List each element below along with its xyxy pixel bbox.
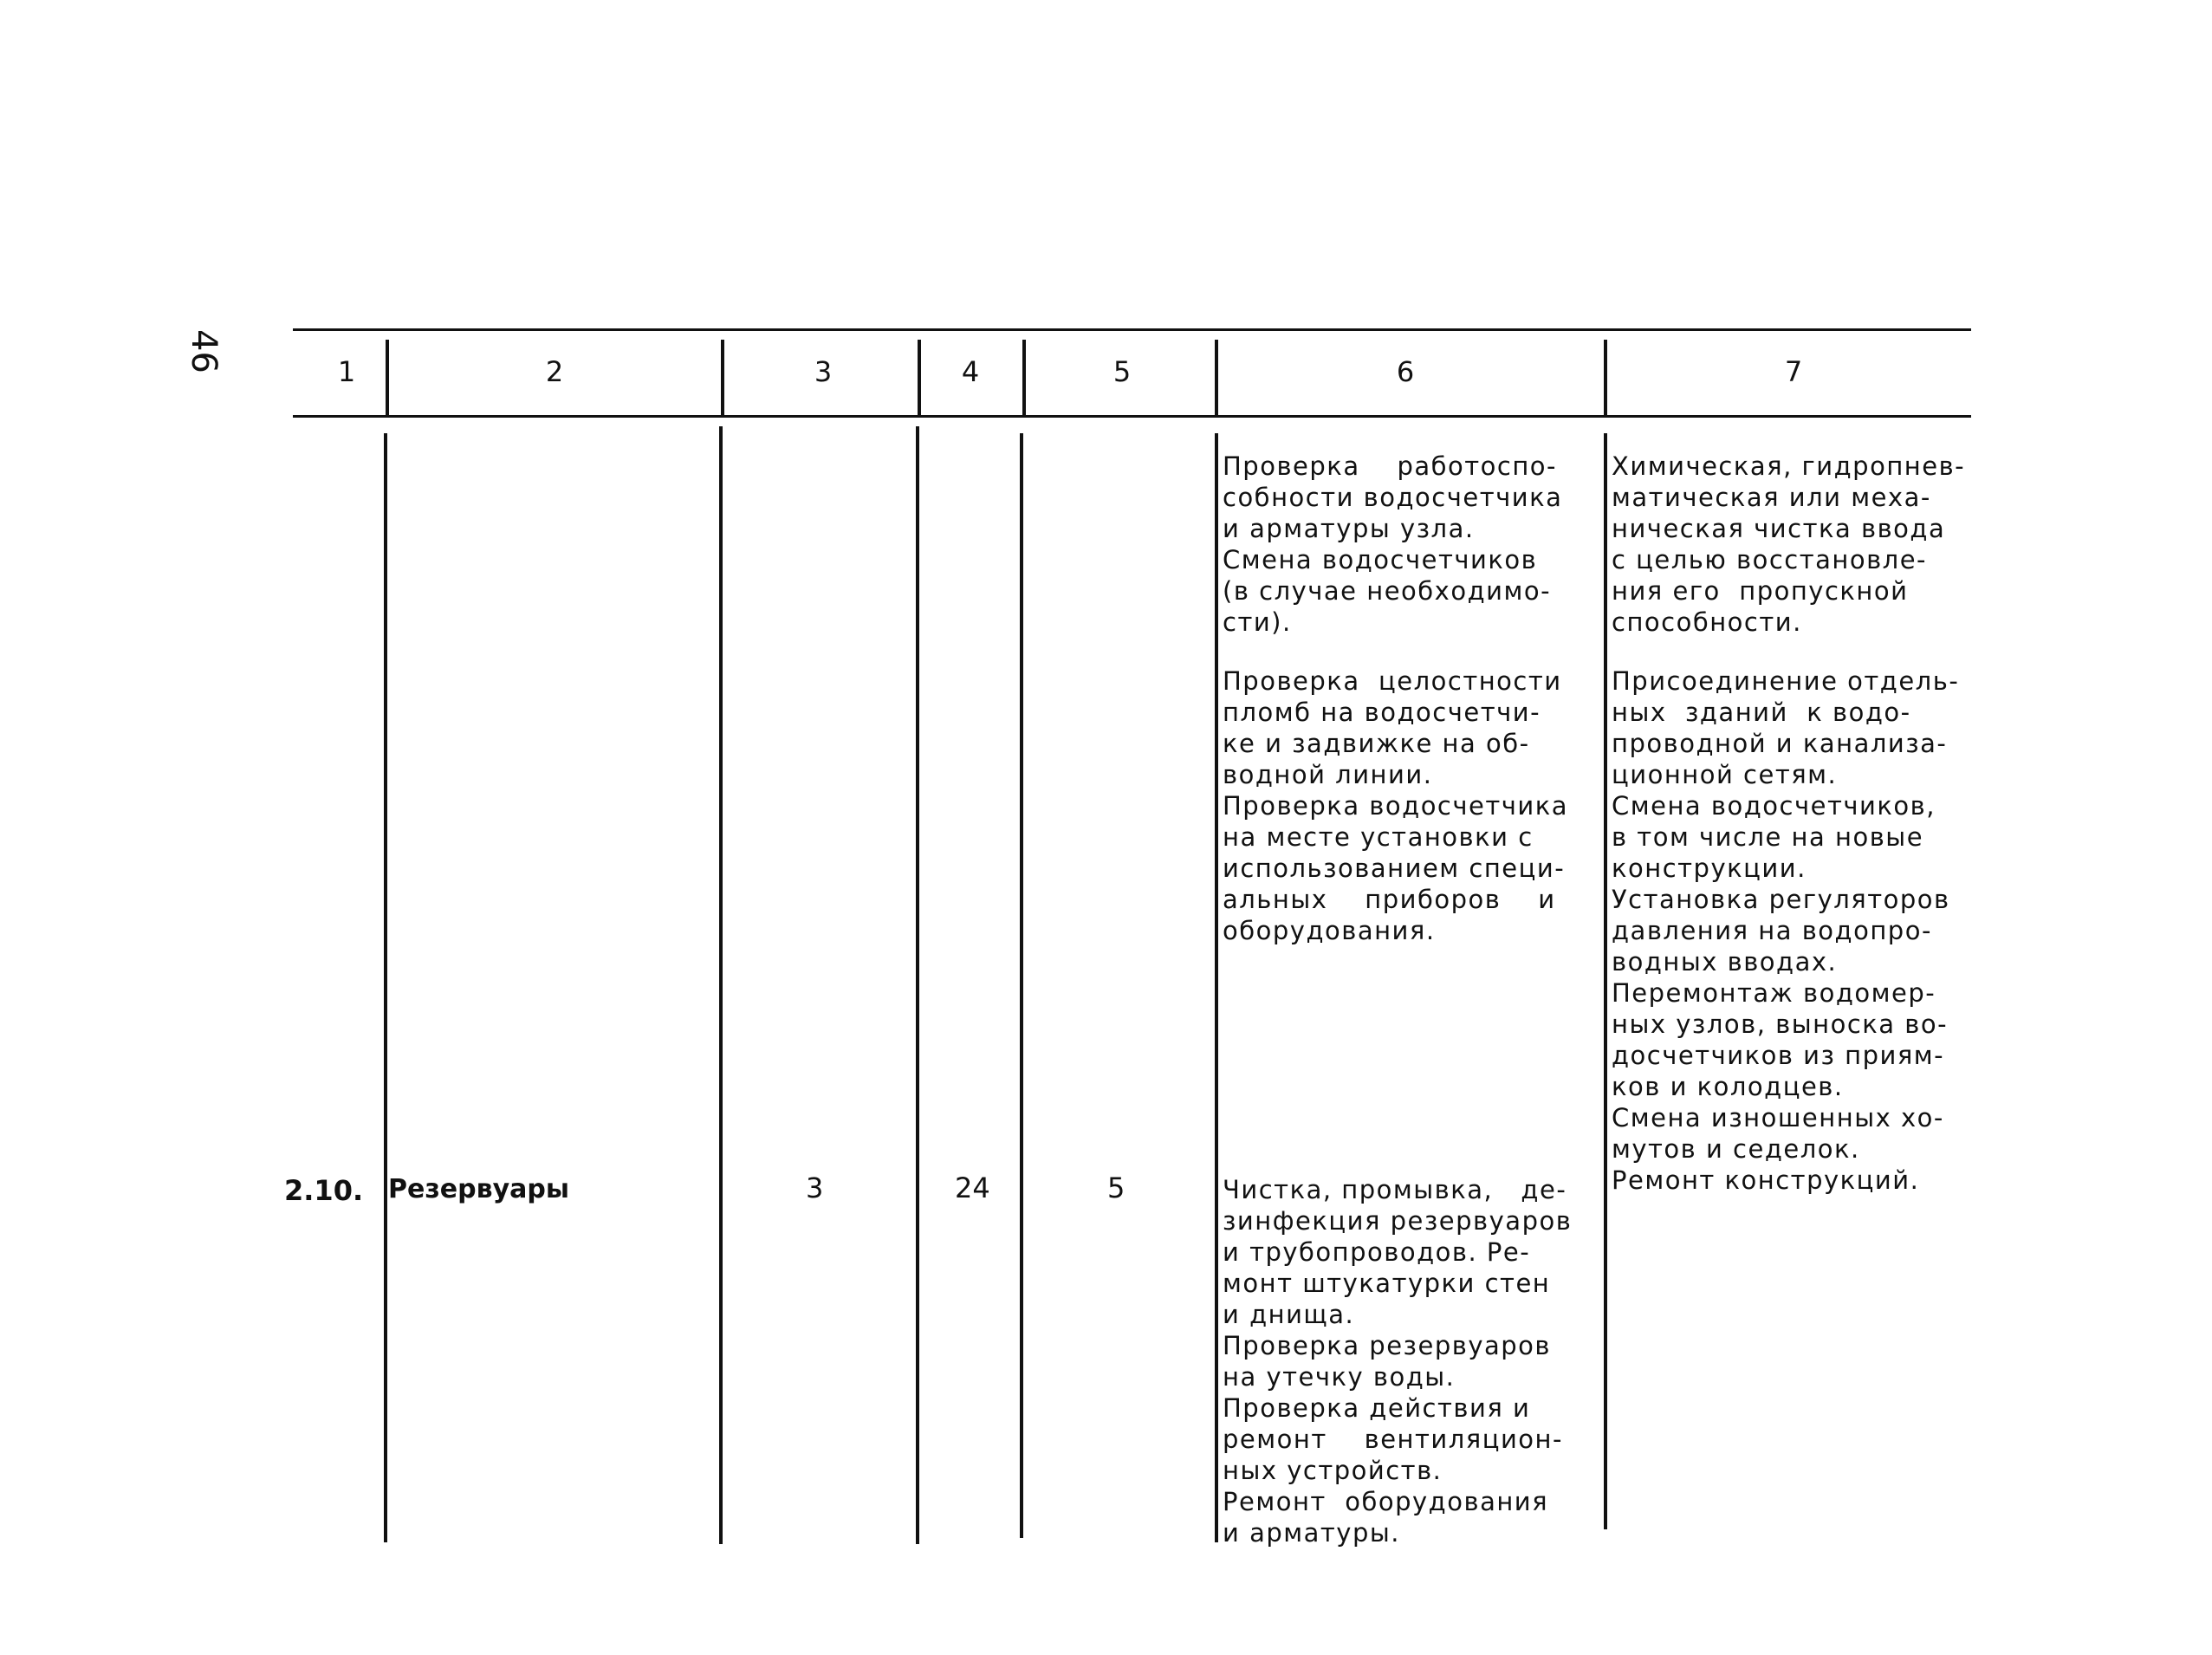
table-top-rule [293, 328, 1971, 331]
header-divider-1 [386, 340, 389, 416]
col7-block-1: Химическая, гидропнев- матическая или меха- ническая чистка ввода с целью восстановле- ния его пропускной способности. [1612, 451, 1966, 637]
header-col-7: 7 [1784, 355, 1803, 388]
col6-block-3: Чистка, промывка, де- зинфекция резервуаров и трубопроводов. Ре- монт штукатурки стен и днища. Проверка резервуаров на утечку воды. Проверка действия и ремонт вентиляцион- ных устройств. Ремонт оборудования и арматуры. [1223, 1175, 1573, 1548]
col6-block-2: Проверка целостности пломб на водосчетчи- ке и задвижке на об- водной линии. Проверка водосчетчика на месте установки с использованием специ- альных приборов и оборудования. [1223, 666, 1569, 945]
header-divider-5 [1215, 340, 1218, 416]
row-col5-value: 5 [1107, 1171, 1125, 1204]
body-divider-2 [719, 426, 723, 1544]
page-number: 46 [184, 329, 224, 373]
body-divider-3 [916, 426, 919, 1544]
header-col-3: 3 [814, 355, 833, 388]
header-col-4: 4 [961, 355, 980, 388]
row-col3-value: 3 [806, 1171, 824, 1204]
header-divider-3 [918, 340, 921, 416]
body-divider-6 [1604, 433, 1607, 1529]
header-col-6: 6 [1396, 355, 1415, 388]
body-divider-1 [384, 433, 387, 1542]
header-divider-6 [1604, 340, 1607, 416]
row-object-name: Резервуары [388, 1174, 569, 1204]
body-divider-5 [1215, 433, 1218, 1542]
header-col-5: 5 [1112, 355, 1132, 388]
col7-block-2: Присоединение отдель- ных зданий к водо- проводной и канализа- ционной сетям. Смена водосчетчиков, в том числе на новые конструкции. Установка регуляторов давления на водопро- водных вводах. Перемонтаж водомер- ных узлов, выноска во- досчетчиков из приям- ков и колодцев. Смена изношенных хо- мутов и седелок. Ремонт конструкций. [1612, 666, 1960, 1195]
row-col4-value: 24 [955, 1171, 990, 1204]
body-divider-4 [1020, 433, 1023, 1538]
header-divider-4 [1022, 340, 1026, 416]
header-col-2: 2 [545, 355, 564, 388]
row-number: 2.10. [284, 1174, 364, 1207]
table-header-rule [293, 415, 1971, 418]
header-divider-2 [721, 340, 724, 416]
header-col-1: 1 [337, 355, 356, 388]
col6-block-1: Проверка работоспо- собности водосчетчика и арматуры узла. Смена водосчетчиков (в случае необходимо- сти). [1223, 451, 1563, 637]
